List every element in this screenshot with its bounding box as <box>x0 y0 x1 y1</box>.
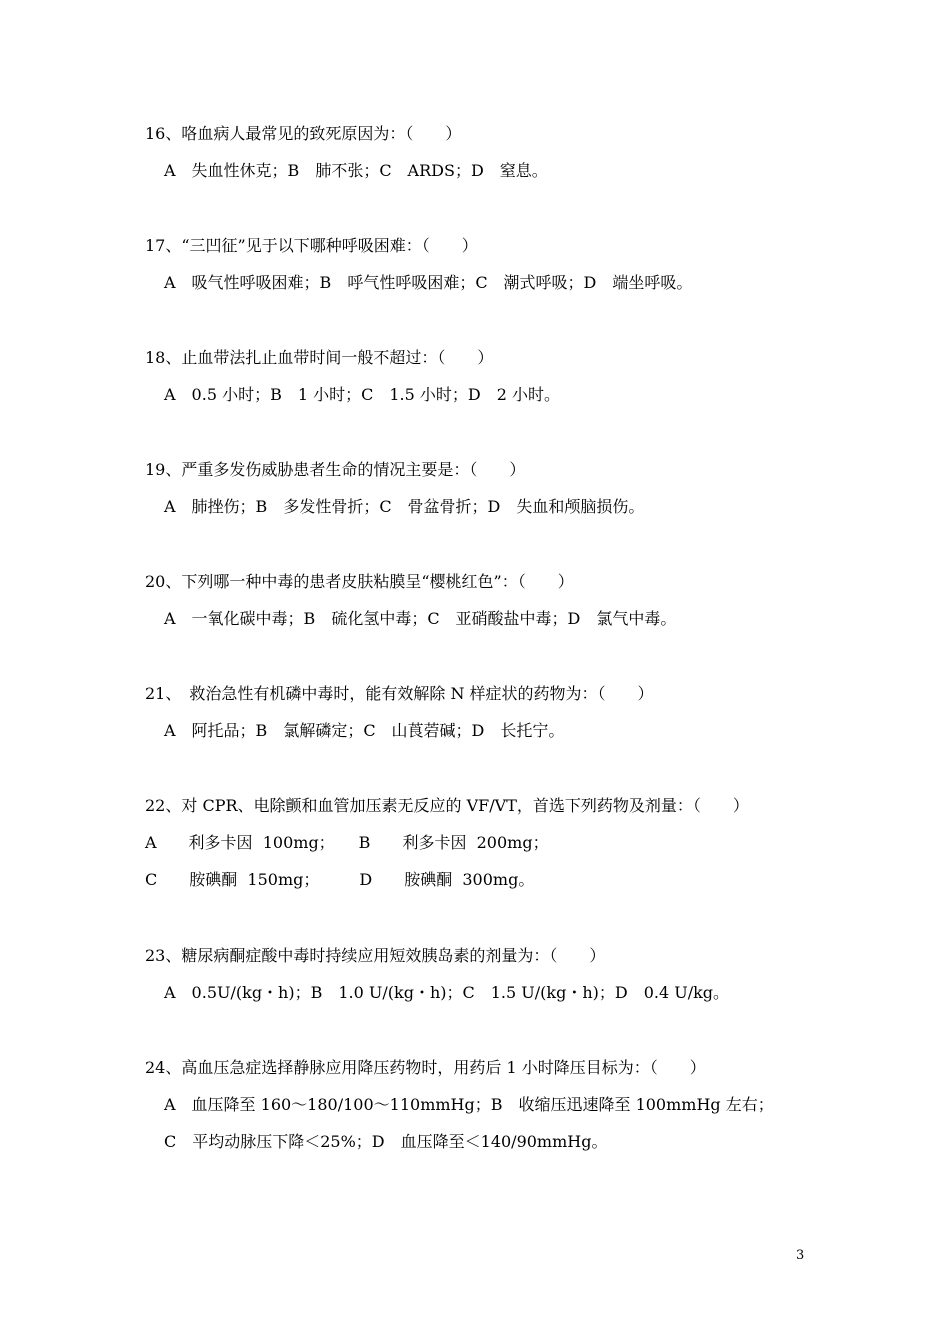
question-options: A 失血性休克；B 肺不张；C ARDS；D 窒息。 <box>164 161 548 180</box>
question-18 <box>145 339 845 413</box>
question-stem: 19、严重多发伤威胁患者生命的情况主要是：（ ） <box>145 460 526 479</box>
question-stem: 23、糖尿病酮症酸中毒时持续应用短效胰岛素的剂量为：（ ） <box>145 946 606 965</box>
question-options-row-1: A 血压降至 160～180/100～110mmHg；B 收缩压迅速降至 100mmHg 左右； <box>164 1095 774 1114</box>
question-options-row-2: C 平均动脉压下降＜25%；D 血压降至＜140/90mmHg。 <box>164 1132 608 1151</box>
question-stem: 17、“三凹征”见于以下哪种呼吸困难：（ ） <box>145 236 478 255</box>
question-23 <box>145 937 845 1011</box>
question-19 <box>145 451 845 525</box>
question-20 <box>145 563 845 637</box>
question-options: A 0.5 小时；B 1 小时；C 1.5 小时；D 2 小时。 <box>164 385 560 404</box>
question-22 <box>145 787 845 898</box>
question-options: A 肺挫伤；B 多发性骨折；C 骨盆骨折；D 失血和颅脑损伤。 <box>164 497 645 516</box>
question-stem: 21、 救治急性有机磷中毒时，能有效解除 N 样症状的药物为：（ ） <box>145 684 654 703</box>
question-options-row-1: A 利多卡因 100mg； B 利多卡因 200mg； <box>145 833 549 852</box>
question-16 <box>145 115 845 189</box>
question-options: A 吸气性呼吸困难；B 呼气性呼吸困难；C 潮式呼吸；D 端坐呼吸。 <box>164 273 693 292</box>
page-number: 3 <box>796 1248 805 1263</box>
question-stem: 24、高血压急症选择静脉应用降压药物时，用药后 1 小时降压目标为：（ ） <box>145 1058 706 1077</box>
question-stem: 18、止血带法扎止血带时间一般不超过：（ ） <box>145 348 494 367</box>
question-24 <box>145 1049 845 1160</box>
question-17 <box>145 227 845 301</box>
question-options: A 阿托品；B 氯解磷定；C 山莨菪碱；D 长托宁。 <box>164 721 565 740</box>
question-stem: 20、下列哪一种中毒的患者皮肤粘膜呈“樱桃红色”：（ ） <box>145 572 574 591</box>
question-21 <box>145 675 845 749</box>
question-options-row-2: C 胺碘酮 150mg； D 胺碘酮 300mg。 <box>145 870 535 889</box>
question-stem: 16、咯血病人最常见的致死原因为：（ ） <box>145 124 462 143</box>
question-options: A 0.5U/(kg・h)；B 1.0 U/(kg・h)；C 1.5 U/(kg・h)；D 0.4 U/kg。 <box>164 983 730 1002</box>
question-options: A 一氧化碳中毒；B 硫化氢中毒；C 亚硝酸盐中毒；D 氯气中毒。 <box>164 609 677 628</box>
question-stem: 22、对 CPR、电除颤和血管加压素无反应的 VF/VT，首选下列药物及剂量：（ ） <box>145 796 749 815</box>
